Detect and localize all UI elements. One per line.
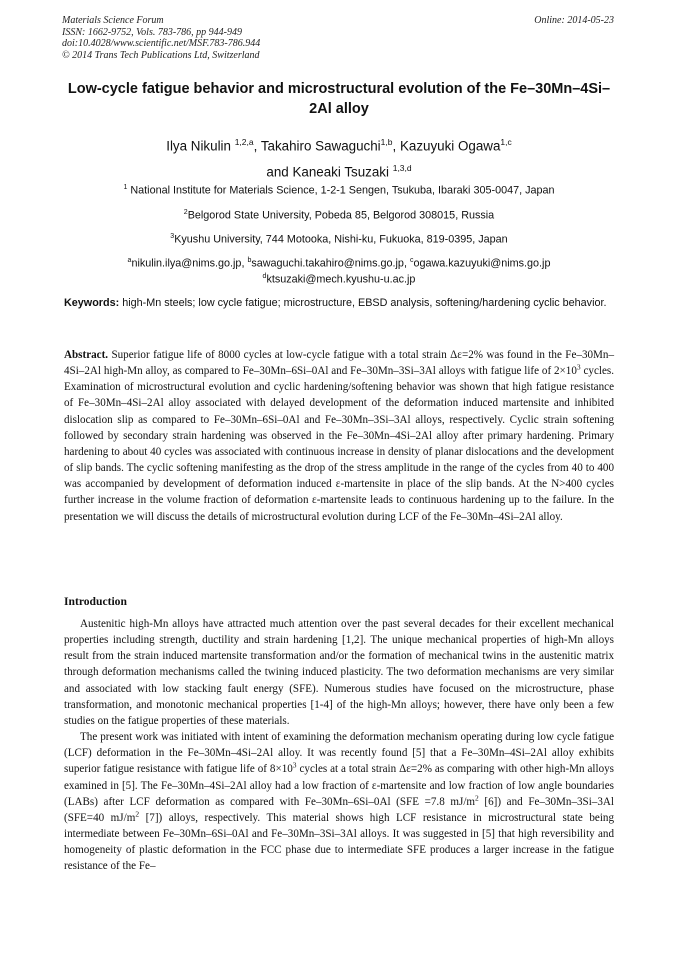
affil-number: 2 bbox=[183, 208, 188, 216]
affiliation-text: Kyushu University, 744 Motooka, Nishi-ku, Fukuoka, 819-0395, Japan bbox=[174, 233, 508, 246]
author-name: Kaneaki Tsuzaki bbox=[292, 164, 389, 180]
doi-line[interactable]: doi:10.4028/www.scientific.net/MSF.783-786.944 bbox=[62, 38, 261, 50]
author-list: Ilya Nikulin $^{1,2,a}$, Takahiro Sawaguchi$^{1,b}$, Kazuyuki Ogawa$^{1,c}$ and Kaneaki Tsuzaki $^{1,3,d}$ bbox=[166, 137, 512, 180]
abstract-label: Abstract. bbox=[64, 349, 109, 361]
affiliations bbox=[60, 181, 618, 287]
journal-name: Materials Science Forum bbox=[62, 15, 164, 26]
author-affil-mark: 1,c bbox=[500, 137, 512, 147]
affil-number: 3 bbox=[170, 233, 175, 241]
paper-title: Low-cycle fatigue behavior and microstructural evolution of the Fe–30Mn–4Si–2Al alloy bbox=[67, 81, 611, 117]
affil-number: 1 bbox=[123, 184, 128, 191]
email-link[interactable]: ktsuzaki@mech.kyushu-u.ac.jp bbox=[266, 273, 416, 286]
affiliation-text: National Institute for Materials Science, 1-2-1 Sengen, Tsukuba, Ibaraki 305-0047, Japan bbox=[130, 184, 555, 197]
intro-text: cycles at a total strain Δε=2% as comparing with other high-Mn alloys examined in [5]. The Fe–30Mn–4Si–2Al alloy had a low fraction of ε-martensite and low fraction of low angle boundaries (LABs) after LCF deformation as compared with Fe–30Mn–6Si–0Al (SFE =7.8 mJ/m bbox=[64, 763, 614, 808]
email-tag: c bbox=[409, 256, 414, 264]
author-name: Kazuyuki Ogawa bbox=[399, 138, 501, 154]
affiliation-text: Belgorod State University, Pobeda 85, Belgorod 308015, Russia bbox=[187, 209, 495, 222]
journal-header bbox=[62, 15, 614, 61]
abstract-text-part1: Superior fatigue life of 8000 cycles at low-cycle fatigue with a total strain Δε=2% was found in the Fe–30Mn–4Si–2Al high-Mn alloy, as compared to Fe–30Mn–6Si–0Al and Fe–30Mn–3Si–3Al alloys with fatigue life of 2×10 bbox=[64, 349, 614, 378]
author-name: Ilya Nikulin bbox=[166, 138, 231, 154]
email-tag: d bbox=[262, 273, 267, 281]
intro-text: The present work was initiated with intent of examining the deformation mechanism operating during low cycle fatigue (LCF) deformation in the Fe–30Mn–4Si–2Al alloy. It was recently found [5] that a Fe–30Mn–4Si–2Al alloy exhibits superior fatigue resistance with fatigue life of 8×10 bbox=[64, 731, 614, 776]
intro-exponent: 3 bbox=[292, 760, 297, 770]
author-name: Takahiro Sawaguchi bbox=[260, 138, 381, 154]
author-and: and bbox=[266, 164, 289, 180]
email-line: $^a$nikulin.ilya@nims.go.jp, $^b$sawaguchi.takahiro@nims.go.jp, $^c$ogawa.kazuyuki@nims.go.jp bbox=[127, 256, 551, 270]
keywords-section bbox=[64, 295, 614, 311]
abstract-section bbox=[64, 347, 614, 525]
email-link[interactable]: ogawa.kazuyuki@nims.go.jp bbox=[413, 257, 551, 270]
author-affil-mark: 1,3,d bbox=[392, 163, 412, 174]
copyright-line: © 2014 Trans Tech Publications Ltd, Switzerland bbox=[62, 49, 260, 61]
email-tag: b bbox=[247, 256, 252, 264]
abstract-text-part2: cycles. Examination of microstructural evolution and cyclic hardening/softening behavior was shown that high fatigue resistance of Fe–30Mn–4Si–2Al alloy associated with delayed development of the deformation induced martensite and inhibited dislocation slip as compared to Fe–30Mn–6Si–0Al and Fe–30Mn–3Si–3Al alloys, respectively. Cyclic strain softening followed by secondary strain hardening was observed in the Fe–30Mn–4Si–2Al alloy after primary hardening. Primary hardening to about 40 cycles was associated with continuous increase in density of planar dislocations and the development of slip bands. The cyclic softening manifesting as the drop of the stress amplitude in the range of the cycles from 40 to 400 was accompanied by development of deformation induced ε-martensite in place of the slip bands. At the N>400 cycles further increase in the volume fraction of deformation ε-martensite leads to continuous hardening up to the failure. In the presentation we will discuss the details of microstructural evolution during LCF of the Fe–30Mn–4Si–2Al alloy. bbox=[64, 365, 614, 523]
intro-text: [6]) and Fe–30Mn–3Si–3Al (SFE=40 mJ/m bbox=[64, 795, 614, 824]
intro-paragraph-1: Austenitic high-Mn alloys have attracted much attention over the past several decades for their excellent mechanical properties including strength, ductility and strain hardening [1,2]. The unique mechanical properties of high-Mn alloys result from the strain induced martensite transformation and/or the formation of mechanical twins in the austenitic matrix through deformation mechanisms called the twining induced plasticity. The two deformation mechanisms are very similar and associated with low stacking fault energy (SFE). Numerous studies have focused on the microstructure, phase transformation, and monotonic mechanical properties [1-4] of the high-Mn alloys; however, there have only been a few studies on the fatigue properties of these materials. bbox=[64, 618, 614, 727]
issn-line: ISSN: 1662-9752, Vols. 783-786, pp 944-949 bbox=[62, 26, 242, 38]
introduction-section bbox=[64, 616, 614, 875]
abstract-exponent: 3 bbox=[576, 362, 581, 372]
intro-exponent: 2 bbox=[135, 809, 140, 819]
keywords-text: high-Mn steels; low cycle fatigue; microstructure, EBSD analysis, softening/hardening cyclic behavior. bbox=[122, 297, 607, 309]
author-affil-mark: 1,b bbox=[380, 137, 393, 147]
online-date: Online: 2014-05-23 bbox=[534, 15, 614, 26]
email-tag: a bbox=[127, 256, 132, 264]
intro-exponent: 2 bbox=[475, 793, 479, 803]
email-line bbox=[60, 270, 618, 287]
author-affil-mark: 1,2,a bbox=[234, 137, 254, 147]
email-link[interactable]: nikulin.ilya@nims.go.jp bbox=[131, 257, 242, 270]
email-link[interactable]: sawaguchi.takahiro@nims.go.jp bbox=[251, 257, 404, 270]
intro-text: [7]) alloys, respectively. This material shows high LCF resistance in microstructural state being intermediate between Fe–30Mn–6Si–0Al and Fe–30Mn–3Si–3Al alloys. It was suggested in [5] that high reversibility and homogeneity of plastic deformation in the FCC phase due to intermediate SFE produces a larger increase in the fatigue resistance of the Fe– bbox=[64, 811, 614, 873]
intro-paragraph-2 bbox=[64, 729, 614, 874]
introduction-heading: Introduction bbox=[64, 595, 127, 608]
keywords-label: Keywords: bbox=[64, 297, 120, 309]
